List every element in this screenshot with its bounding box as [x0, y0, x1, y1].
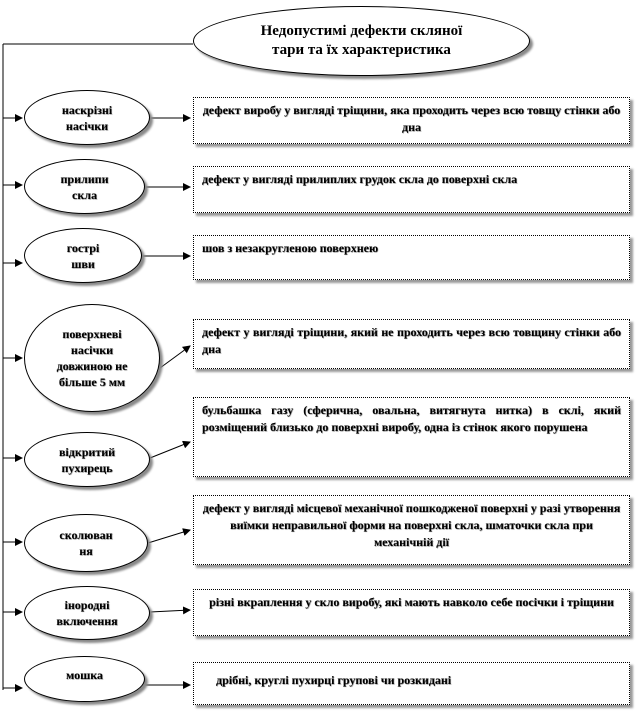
- defect-node: сколюван ня: [24, 514, 148, 572]
- defect-node: прилипи скла: [24, 159, 145, 214]
- defect-description: різні вкраплення у скло виробу, які мають навколо себе посічки і тріщини: [193, 589, 630, 636]
- defect-description: бульбашка газу (сферична, овальна, витягнута нитка) в склі, який розміщений близько до поверхні виробу, одна із стінок якого порушена: [193, 397, 630, 477]
- defect-description: дефект у вигляді місцевої механічної пошкодженої поверхні у разі утворення виїмки неправильної форми на поверхні скла, шматочки скла при механічній дії: [193, 495, 630, 565]
- defect-description: дефект виробу у вигляді тріщини, яка проходить через всю товщу стінки або дна: [193, 97, 630, 144]
- defect-node: поверхневі насічки довжиною не більше 5 мм: [24, 304, 160, 412]
- defect-description: дефект у вигляді прилиплих грудок скла до поверхні скла: [193, 166, 630, 213]
- defect-node: наскрізні насічки: [24, 90, 150, 145]
- defect-node: гострі шви: [24, 228, 142, 283]
- defect-node: відкритий пухирець: [24, 432, 150, 487]
- defect-description: шов з незакругленою поверхнею: [193, 235, 630, 280]
- defect-description: дефект у вигляді тріщини, який не проходить через всю товщину стінки або дна: [193, 319, 630, 369]
- defect-node: мошка: [24, 656, 145, 702]
- title-line-2: тари та їх характеристика: [272, 42, 451, 58]
- defect-description: дрібні, круглі пухирці групові чи розкидані: [193, 662, 630, 705]
- diagram-title: [193, 6, 530, 76]
- defect-node: інородні включення: [24, 586, 150, 640]
- title-line-1: Недопустимі дефекти скляної: [260, 23, 463, 39]
